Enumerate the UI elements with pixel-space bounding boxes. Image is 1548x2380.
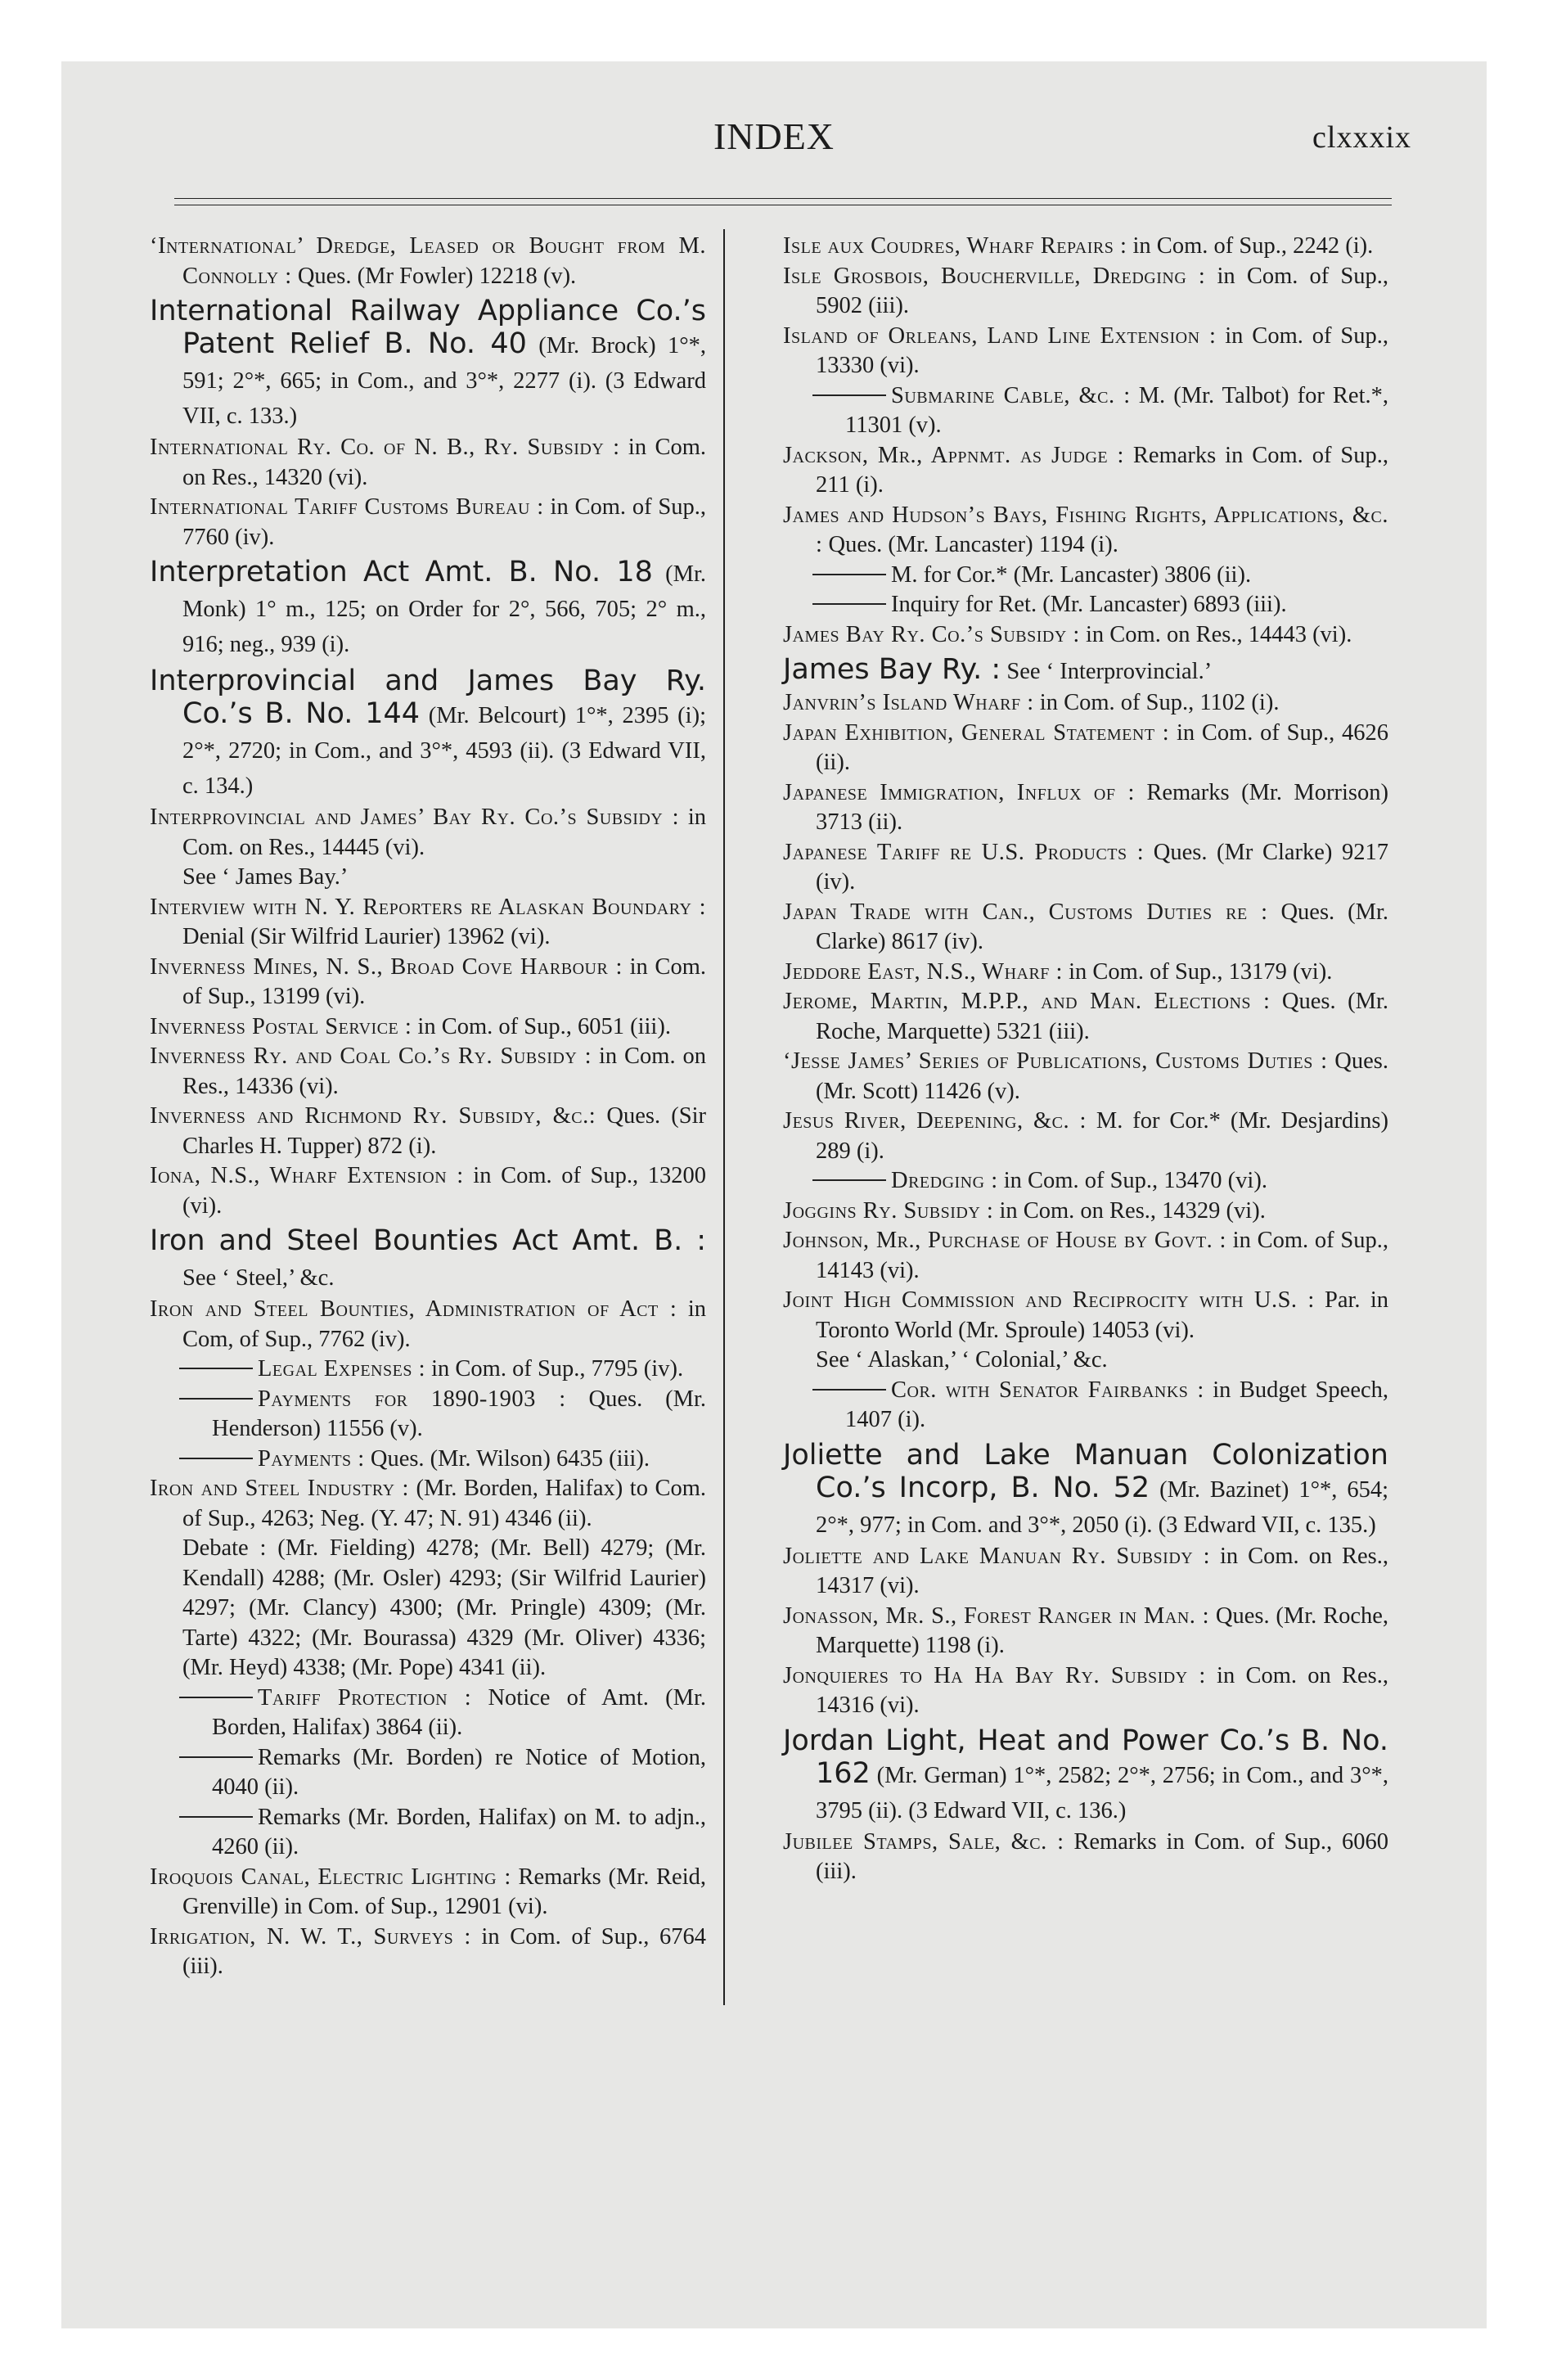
- entry-text: in Com. of Sup., 1102 (i).: [1033, 690, 1280, 715]
- index-entry: [783, 958, 1388, 988]
- entry-heading: International Tariff Customs Bureau :: [150, 494, 544, 520]
- ditto-dash: [179, 1458, 253, 1459]
- index-entry: [150, 1863, 706, 1922]
- entry-text: See ‘ Interprovincial.’: [1001, 659, 1213, 684]
- entry-text: in Com. of Sup., 13330 (vi).: [816, 322, 1388, 378]
- entry-text: Par. in Toronto World (Mr. Sproule) 14053 (vi).: [816, 1287, 1388, 1343]
- entry-heading: Jordan Light, Heat and Power Co.’s B. No. 162: [783, 1724, 1388, 1790]
- index-entry: [150, 863, 706, 893]
- index-entry: [150, 1803, 706, 1863]
- index-entry: [783, 262, 1388, 322]
- entry-heading: James Bay Ry. :: [783, 653, 1001, 686]
- index-entry: [150, 1922, 706, 1982]
- entry-heading: Submarine Cable, &c. :: [891, 382, 1131, 408]
- index-entry: [783, 1439, 1388, 1542]
- entry-text: in Com, of Sup., 7762 (iv).: [182, 1296, 707, 1352]
- entry-heading: Iron and Steel Bounties, Administration of Act :: [150, 1296, 677, 1322]
- entry-text: in Com. of Sup., 6051 (iii).: [412, 1013, 671, 1039]
- entry-text: Remarks (Mr. Borden, Halifax) on M. to adjn., 4260 (ii).: [212, 1804, 706, 1859]
- entry-heading: Jesus River, Deepening, &c. :: [783, 1108, 1087, 1134]
- header-rule: [174, 198, 1392, 199]
- index-entry: [783, 501, 1388, 561]
- entry-heading: Inverness and Richmond Ry. Subsidy, &c.:: [150, 1103, 596, 1129]
- index-entry: [783, 898, 1388, 958]
- entry-heading: Interprovincial and James Bay Ry. Co.’s B. No. 144: [150, 665, 706, 730]
- ditto-dash: [179, 1816, 253, 1818]
- entry-text: in Com. on Res., 14320 (vi).: [182, 435, 706, 490]
- entry-text: (Mr. Bazinet) 1°*, 654; 2°*, 977; in Com. and 3°*, 2050 (i). (3 Edward VII, c. 135.): [816, 1476, 1388, 1538]
- index-entry: [783, 688, 1388, 719]
- entry-heading: Japan Trade with Can., Customs Duties re :: [783, 899, 1268, 925]
- entry-heading: Iron and Steel Bounties Act Amt. B. :: [150, 1224, 706, 1257]
- entry-heading: Legal Expenses :: [258, 1356, 425, 1382]
- index-entry: [150, 1743, 706, 1803]
- entry-heading: International Railway Appliance Co.’s Patent Relief B. No. 40: [150, 295, 706, 360]
- scanned-page: [61, 61, 1487, 2328]
- entry-heading: Jerome, Martin, M.P.P., and Man. Elections :: [783, 989, 1271, 1014]
- entry-heading: Interprovincial and James’ Bay Ry. Co.’s Subsidy :: [150, 805, 679, 830]
- index-entry: [150, 1355, 706, 1385]
- entry-heading: Jonquieres to Ha Ha Bay Ry. Subsidy :: [783, 1662, 1206, 1688]
- index-entry: [783, 1661, 1388, 1721]
- index-entry: [150, 1161, 706, 1221]
- entry-heading: ‘International’ Dredge, Leased or Bought from M. Connolly :: [150, 233, 706, 289]
- index-entry: [150, 556, 706, 661]
- entry-heading: Inverness Ry. and Coal Co.’s Ry. Subsidy :: [150, 1044, 592, 1069]
- entry-text: Ques. (Mr Clarke) 9217 (iv).: [816, 839, 1388, 895]
- index-entry: [783, 1376, 1388, 1436]
- entry-text: in Com. on Res., 14316 (vi).: [816, 1662, 1388, 1718]
- entry-heading: Island of Orleans, Land Line Extension :: [783, 322, 1217, 349]
- entry-heading: Joliette and Lake Manuan Ry. Subsidy :: [783, 1543, 1211, 1569]
- entry-text: Ques. (Mr. Wilson) 6435 (iii).: [364, 1445, 650, 1472]
- entry-text: (Mr. Brock) 1°*, 591; 2°*, 665; in Com., and 3°*, 2277 (i). (3 Edward VII, c. 133.): [182, 333, 706, 429]
- index-entry: [150, 433, 706, 493]
- entry-text: in Com. on Res., 14336 (vi).: [182, 1044, 706, 1099]
- entry-heading: Joggins Ry. Subsidy :: [783, 1197, 994, 1224]
- index-entry: [150, 1042, 706, 1102]
- entry-text: in Com. of Sup., 2242 (i).: [1127, 233, 1374, 259]
- ditto-dash: [179, 1368, 253, 1369]
- left-column: [150, 232, 706, 1982]
- entry-text: Ques. (Mr. Clarke) 8617 (iv).: [816, 899, 1388, 954]
- entry-text: in Com. of Sup., 7760 (iv).: [182, 494, 707, 550]
- entry-heading: Japan Exhibition, General Statement :: [783, 719, 1170, 746]
- entry-heading: Inverness Mines, N. S., Broad Cove Harbour :: [150, 953, 623, 980]
- index-entry: [783, 838, 1388, 898]
- entry-text: Notice of Amt. (Mr. Borden, Halifax) 3864 (ii).: [212, 1684, 706, 1740]
- entry-text: M. for Cor.* (Mr. Lancaster) 3806 (ii).: [891, 561, 1252, 588]
- index-entry: [150, 1534, 706, 1684]
- entry-text: Ques. (Mr. Scott) 11426 (v).: [816, 1048, 1388, 1104]
- index-entry: [150, 803, 706, 863]
- entry-text: Remarks in Com. of Sup., 6060 (iii).: [816, 1828, 1388, 1884]
- entry-heading: Dredging :: [891, 1168, 998, 1193]
- ditto-dash: [812, 394, 886, 396]
- entry-text: in Com. of Sup., 7795 (iv).: [425, 1356, 684, 1382]
- entry-text: Ques. (Mr. Roche, Marquette) 5321 (iii).: [816, 989, 1388, 1044]
- entry-heading: Japanese Immigration, Influx of :: [783, 779, 1135, 805]
- index-entry: [783, 1602, 1388, 1661]
- index-entry: [150, 493, 706, 552]
- ditto-dash: [179, 1756, 253, 1758]
- entry-text: in Com. on Res., 14329 (vi).: [993, 1197, 1266, 1224]
- index-entry: [783, 1166, 1388, 1197]
- entry-heading: Cor. with Senator Fairbanks :: [891, 1377, 1204, 1403]
- entry-heading: Iron and Steel Industry :: [150, 1476, 409, 1501]
- entry-heading: Isle aux Coudres, Wharf Repairs :: [783, 233, 1127, 259]
- index-entry: [783, 322, 1388, 381]
- index-entry: [783, 232, 1388, 262]
- entry-text: (Mr. Borden, Halifax) to Com. of Sup., 4263; Neg. (Y. 47; N. 91) 4346 (ii).: [182, 1476, 706, 1531]
- entry-heading: Inverness Postal Service :: [150, 1013, 412, 1039]
- index-entry: [150, 1445, 706, 1475]
- entry-text: Ques. (Mr. Roche, Marquette) 1198 (i).: [816, 1602, 1388, 1658]
- page-number: clxxxix: [1312, 120, 1411, 155]
- index-entry: [150, 1295, 706, 1355]
- entry-text: Ques. (Mr. Henderson) 11556 (v).: [212, 1386, 706, 1441]
- entry-text: M. for Cor.* (Mr. Desjardins) 289 (i).: [816, 1108, 1388, 1164]
- entry-text: Remarks (Mr. Borden) re Notice of Motion, 4040 (ii).: [212, 1744, 706, 1800]
- index-entry: [783, 1542, 1388, 1602]
- right-column: [783, 232, 1388, 1887]
- index-entry: [783, 987, 1388, 1047]
- ditto-dash: [179, 1697, 253, 1698]
- entry-text: Ques. (Sir Charles H. Tupper) 872 (i).: [182, 1103, 706, 1159]
- index-entry: [783, 1197, 1388, 1227]
- entry-text: in Com. of Sup., 13179 (vi).: [1062, 958, 1333, 985]
- entry-text: in Com. on Res., 14317 (vi).: [816, 1543, 1388, 1598]
- entry-heading: Irrigation, N. W. T., Surveys :: [150, 1923, 471, 1950]
- entry-text: in Com. of Sup., 6764 (iii).: [182, 1923, 706, 1979]
- index-entry: [783, 1724, 1388, 1828]
- index-entry: [150, 953, 706, 1012]
- entry-heading: Tariff Protection :: [258, 1684, 472, 1711]
- index-entry: [150, 1012, 706, 1043]
- entry-heading: Japanese Tariff re U.S. Products :: [783, 839, 1145, 865]
- entry-text: in Com. of Sup., 5902 (iii).: [816, 263, 1389, 318]
- entry-heading: International Ry. Co. of N. B., Ry. Subsidy :: [150, 435, 620, 460]
- ditto-dash: [812, 574, 886, 575]
- entry-text: Ques. (Mr. Lancaster) 1194 (i).: [822, 532, 1118, 557]
- entry-heading: Johnson, Mr., Purchase of House by Govt. :: [783, 1228, 1226, 1253]
- entry-text: (Mr. Monk) 1° m., 125; on Order for 2°, 566, 705; 2° m., 916; neg., 939 (i).: [182, 561, 707, 657]
- entry-text: See ‘ Steel,’ &c.: [182, 1265, 335, 1291]
- entry-text: in Com. of Sup., 14143 (vi).: [816, 1228, 1389, 1283]
- entry-text: See ‘ Alaskan,’ ‘ Colonial,’ &c.: [816, 1347, 1108, 1373]
- entry-heading: Interview with N. Y. Reporters re Alaskan Boundary :: [150, 894, 706, 920]
- entry-heading: Joliette and Lake Manuan Colonization Co.’s Incorp, B. No. 52: [783, 1438, 1388, 1504]
- index-entry: [783, 1346, 1388, 1376]
- entry-heading: James and Hudson’s Bays, Fishing Rights, Applications, &c. :: [783, 502, 1388, 557]
- index-entry: [783, 441, 1388, 501]
- index-entry: [783, 1047, 1388, 1107]
- index-entry: [783, 1828, 1388, 1887]
- ditto-dash: [812, 1179, 886, 1181]
- ditto-dash: [179, 1398, 253, 1400]
- entry-text: Inquiry for Ret. (Mr. Lancaster) 6893 (iii).: [891, 592, 1287, 617]
- index-entry: [783, 1226, 1388, 1286]
- index-entry: [150, 1385, 706, 1445]
- ditto-dash: [812, 1389, 886, 1391]
- index-entry: [150, 1224, 706, 1295]
- index-entry: [150, 1102, 706, 1161]
- entry-heading: Payments :: [258, 1445, 365, 1472]
- entry-heading: Payments for 1890-1903 :: [258, 1386, 566, 1412]
- entry-text: in Com. on Res., 14443 (vi).: [1079, 621, 1352, 647]
- entry-text: (Mr. German) 1°*, 2582; 2°*, 2756; in Com., and 3°*, 3795 (ii). (3 Edward VII, c. 136.): [816, 1762, 1388, 1823]
- entry-heading: Isle Grosbois, Boucherville, Dredging :: [783, 263, 1206, 289]
- index-entry: [150, 232, 706, 291]
- entry-text: in Com. of Sup., 13470 (vi).: [997, 1168, 1267, 1193]
- entry-text: in Com. of Sup., 4626 (ii).: [816, 719, 1388, 775]
- entry-heading: Janvrin’s Island Wharf :: [783, 690, 1034, 715]
- index-entry: [783, 719, 1388, 778]
- column-divider: [723, 229, 725, 2005]
- entry-text: (Mr. Belcourt) 1°*, 2395 (i); 2°*, 2720; in Com., and 3°*, 4593 (ii). (3 Edward VII, c. 134.): [182, 703, 706, 799]
- entry-heading: ‘Jesse James’ Series of Publications, Customs Duties :: [783, 1048, 1328, 1074]
- index-entry: [150, 1474, 706, 1534]
- entry-text: Remarks (Mr. Reid, Grenville) in Com. of Sup., 12901 (vi).: [182, 1864, 706, 1919]
- entry-text: in Com. of Sup., 13199 (vi).: [182, 953, 706, 1009]
- index-entry: [150, 1684, 706, 1743]
- index-entry: [783, 1107, 1388, 1166]
- index-entry: [150, 295, 706, 433]
- index-entry: [783, 653, 1388, 688]
- entry-text: Ques. (Mr Fowler) 12218 (v).: [291, 263, 577, 289]
- index-entry: [783, 1286, 1388, 1346]
- index-entry: [150, 893, 706, 953]
- entry-heading: Iroquois Canal, Electric Lighting :: [150, 1864, 511, 1890]
- entry-heading: Joint High Commission and Reciprocity with U.S. :: [783, 1287, 1315, 1313]
- entry-text: M. (Mr. Talbot) for Ret.*, 11301 (v).: [845, 382, 1388, 438]
- index-entry: [783, 620, 1388, 651]
- page-title: INDEX: [713, 115, 835, 157]
- entry-heading: Jackson, Mr., Appnmt. as Judge :: [783, 442, 1124, 468]
- entry-heading: Interpretation Act Amt. B. No. 18: [150, 556, 653, 588]
- entry-text: See ‘ James Bay.’: [182, 864, 349, 890]
- entry-text: in Budget Speech, 1407 (i).: [845, 1377, 1389, 1432]
- index-entry: [783, 590, 1388, 620]
- entry-heading: Jonasson, Mr. S., Forest Ranger in Man. :: [783, 1602, 1210, 1629]
- entry-text: Remarks (Mr. Morrison) 3713 (ii).: [816, 779, 1388, 835]
- ditto-dash: [812, 603, 886, 605]
- index-entry: [783, 561, 1388, 591]
- index-entry: [783, 381, 1388, 441]
- entry-text: Denial (Sir Wilfrid Laurier) 13962 (vi).: [182, 924, 551, 949]
- entry-text: in Com. on Res., 14445 (vi).: [182, 805, 706, 860]
- index-entry: [150, 665, 706, 803]
- entry-heading: Jeddore East, N.S., Wharf :: [783, 958, 1063, 985]
- index-entry: [783, 778, 1388, 838]
- entry-heading: James Bay Ry. Co.’s Subsidy :: [783, 621, 1080, 647]
- entry-text: Debate : (Mr. Fielding) 4278; (Mr. Bell) 4279; (Mr. Kendall) 4288; (Mr. Osler) 4293; (Sir Wilfrid Laurier) 4297; (Mr. Clancy) 4300; (Mr. Pringle) 4309; (Mr. Tarte) 4322; (Mr. Bourassa) 4329 (Mr. Oliver) 4336; (Mr. Heyd) 4338; (Mr. Pope) 4341 (ii).: [182, 1535, 706, 1680]
- entry-heading: Iona, N.S., Wharf Extension :: [150, 1163, 464, 1188]
- entry-heading: Jubilee Stamps, Sale, &c. :: [783, 1828, 1064, 1855]
- entry-text: Remarks in Com. of Sup., 211 (i).: [816, 442, 1388, 498]
- page-header: [61, 115, 1487, 164]
- entry-text: in Com. of Sup., 13200 (vi).: [182, 1163, 707, 1219]
